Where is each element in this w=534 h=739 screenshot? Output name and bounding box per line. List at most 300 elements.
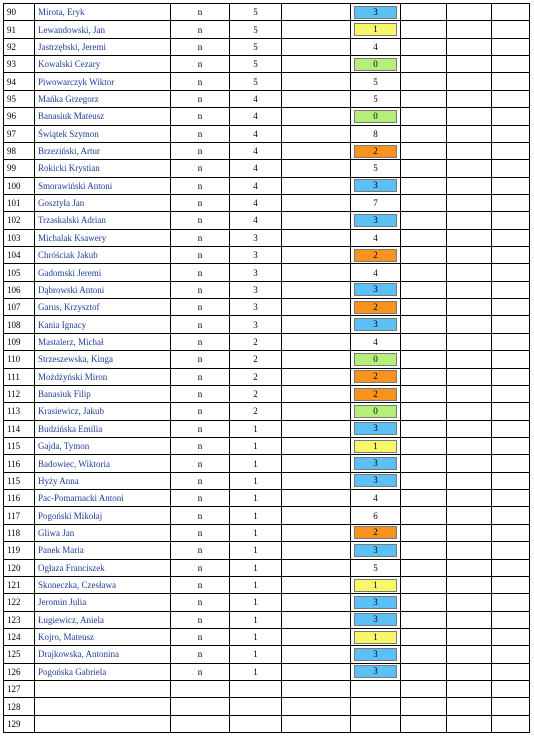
score-cell[interactable] <box>351 576 401 593</box>
score-cell[interactable] <box>351 316 401 333</box>
empty-cell[interactable] <box>282 385 351 402</box>
empty-cell[interactable] <box>401 368 447 385</box>
empty-cell[interactable] <box>447 576 492 593</box>
empty-cell[interactable] <box>282 368 351 385</box>
level-cell[interactable]: 5 <box>230 73 282 90</box>
empty-cell[interactable] <box>492 437 530 454</box>
empty-cell[interactable] <box>447 212 492 229</box>
student-name-cell[interactable]: Garus, Krzysztof <box>35 299 171 316</box>
level-cell[interactable]: 1 <box>230 507 282 524</box>
row-number-cell[interactable]: 106 <box>4 281 35 298</box>
empty-cell[interactable] <box>282 56 351 73</box>
empty-cell[interactable] <box>492 663 530 680</box>
empty-cell[interactable] <box>401 420 447 437</box>
flag-cell[interactable]: n <box>171 490 230 507</box>
row-number-cell[interactable]: 123 <box>4 611 35 628</box>
student-name-cell[interactable]: Budzińska Emilia <box>35 420 171 437</box>
empty-cell[interactable] <box>401 594 447 611</box>
empty-cell[interactable] <box>447 264 492 281</box>
empty-cell[interactable] <box>282 90 351 107</box>
empty-cell[interactable] <box>447 663 492 680</box>
level-cell[interactable]: 5 <box>230 56 282 73</box>
empty-cell[interactable] <box>401 385 447 402</box>
flag-cell[interactable]: n <box>171 247 230 264</box>
empty-cell[interactable] <box>492 472 530 489</box>
flag-cell[interactable]: n <box>171 108 230 125</box>
empty-cell[interactable] <box>447 542 492 559</box>
empty-cell[interactable] <box>401 559 447 576</box>
empty-cell[interactable] <box>282 333 351 350</box>
empty-cell[interactable] <box>282 437 351 454</box>
level-cell[interactable]: 4 <box>230 212 282 229</box>
empty-cell[interactable] <box>447 455 492 472</box>
row-number-cell[interactable]: 120 <box>4 559 35 576</box>
empty-cell[interactable] <box>282 177 351 194</box>
empty-cell[interactable] <box>492 628 530 645</box>
score-cell[interactable] <box>351 524 401 541</box>
empty-cell[interactable] <box>282 38 351 55</box>
empty-cell[interactable] <box>401 437 447 454</box>
empty-cell[interactable] <box>492 681 530 698</box>
level-cell[interactable]: 4 <box>230 108 282 125</box>
empty-cell[interactable] <box>492 385 530 402</box>
row-number-cell[interactable]: 108 <box>4 316 35 333</box>
row-number-cell[interactable]: 127 <box>4 681 35 698</box>
score-cell[interactable] <box>351 646 401 663</box>
empty-cell[interactable] <box>282 698 351 715</box>
score-cell[interactable] <box>351 56 401 73</box>
student-name-cell[interactable]: Gosztyła Jan <box>35 194 171 211</box>
empty-cell[interactable] <box>401 38 447 55</box>
empty-cell[interactable] <box>401 455 447 472</box>
student-name-cell[interactable]: Rokicki Krystian <box>35 160 171 177</box>
row-number-cell[interactable]: 126 <box>4 663 35 680</box>
row-number-cell[interactable]: 124 <box>4 628 35 645</box>
level-cell[interactable]: 3 <box>230 264 282 281</box>
flag-cell[interactable]: n <box>171 507 230 524</box>
student-name-cell[interactable]: Jeromin Julia <box>35 594 171 611</box>
empty-cell[interactable] <box>492 420 530 437</box>
score-cell[interactable] <box>351 142 401 159</box>
student-name-cell[interactable]: Hyży Anna <box>35 472 171 489</box>
empty-cell[interactable] <box>401 490 447 507</box>
score-cell[interactable] <box>351 628 401 645</box>
empty-cell[interactable] <box>447 368 492 385</box>
score-cell[interactable] <box>351 663 401 680</box>
empty-cell[interactable] <box>401 646 447 663</box>
empty-cell[interactable] <box>401 681 447 698</box>
score-cell[interactable] <box>351 681 401 698</box>
empty-cell[interactable] <box>447 351 492 368</box>
row-number-cell[interactable]: 90 <box>4 4 35 21</box>
empty-cell[interactable] <box>282 715 351 732</box>
empty-cell[interactable] <box>282 611 351 628</box>
empty-cell[interactable] <box>447 715 492 732</box>
empty-cell[interactable] <box>492 299 530 316</box>
flag-cell[interactable]: n <box>171 177 230 194</box>
empty-cell[interactable] <box>447 681 492 698</box>
flag-cell[interactable]: n <box>171 333 230 350</box>
empty-cell[interactable] <box>282 281 351 298</box>
flag-cell[interactable]: n <box>171 437 230 454</box>
score-cell[interactable] <box>351 715 401 732</box>
flag-cell[interactable]: n <box>171 299 230 316</box>
flag-cell[interactable]: n <box>171 281 230 298</box>
student-name-cell[interactable]: Strzeszewska, Kinga <box>35 351 171 368</box>
empty-cell[interactable] <box>447 698 492 715</box>
score-cell[interactable] <box>351 490 401 507</box>
empty-cell[interactable] <box>401 281 447 298</box>
flag-cell[interactable]: n <box>171 125 230 142</box>
flag-cell[interactable]: n <box>171 351 230 368</box>
row-number-cell[interactable]: 95 <box>4 90 35 107</box>
empty-cell[interactable] <box>401 212 447 229</box>
level-cell[interactable]: 3 <box>230 229 282 246</box>
flag-cell[interactable]: n <box>171 611 230 628</box>
empty-cell[interactable] <box>447 611 492 628</box>
empty-cell[interactable] <box>447 108 492 125</box>
score-cell[interactable] <box>351 264 401 281</box>
empty-cell[interactable] <box>447 142 492 159</box>
student-name-cell[interactable]: Trzaskalski Adrian <box>35 212 171 229</box>
student-name-cell[interactable]: Michalak Ksawery <box>35 229 171 246</box>
flag-cell[interactable]: n <box>171 56 230 73</box>
flag-cell[interactable]: n <box>171 316 230 333</box>
row-number-cell[interactable]: 103 <box>4 229 35 246</box>
empty-cell[interactable] <box>492 142 530 159</box>
empty-cell[interactable] <box>401 698 447 715</box>
score-cell[interactable] <box>351 4 401 21</box>
score-cell[interactable] <box>351 472 401 489</box>
row-number-cell[interactable]: 118 <box>4 524 35 541</box>
level-cell[interactable] <box>230 698 282 715</box>
empty-cell[interactable] <box>447 38 492 55</box>
empty-cell[interactable] <box>492 698 530 715</box>
score-cell[interactable] <box>351 247 401 264</box>
empty-cell[interactable] <box>447 646 492 663</box>
empty-cell[interactable] <box>447 229 492 246</box>
level-cell[interactable]: 4 <box>230 177 282 194</box>
empty-cell[interactable] <box>492 646 530 663</box>
empty-cell[interactable] <box>447 194 492 211</box>
level-cell[interactable]: 1 <box>230 576 282 593</box>
empty-cell[interactable] <box>401 73 447 90</box>
row-number-cell[interactable]: 98 <box>4 142 35 159</box>
empty-cell[interactable] <box>282 594 351 611</box>
row-number-cell[interactable]: 115 <box>4 437 35 454</box>
student-name-cell[interactable]: Kania Ignacy <box>35 316 171 333</box>
empty-cell[interactable] <box>401 333 447 350</box>
empty-cell[interactable] <box>401 160 447 177</box>
empty-cell[interactable] <box>447 281 492 298</box>
empty-cell[interactable] <box>447 420 492 437</box>
empty-cell[interactable] <box>282 472 351 489</box>
row-number-cell[interactable]: 116 <box>4 490 35 507</box>
score-cell[interactable] <box>351 194 401 211</box>
empty-cell[interactable] <box>282 264 351 281</box>
score-cell[interactable] <box>351 594 401 611</box>
flag-cell[interactable]: n <box>171 21 230 38</box>
level-cell[interactable]: 1 <box>230 524 282 541</box>
student-name-cell[interactable]: Pac-Pomarnacki Antoni <box>35 490 171 507</box>
score-cell[interactable] <box>351 698 401 715</box>
empty-cell[interactable] <box>282 628 351 645</box>
empty-cell[interactable] <box>447 507 492 524</box>
empty-cell[interactable] <box>447 490 492 507</box>
level-cell[interactable]: 3 <box>230 316 282 333</box>
empty-cell[interactable] <box>492 194 530 211</box>
row-number-cell[interactable]: 117 <box>4 507 35 524</box>
empty-cell[interactable] <box>282 490 351 507</box>
empty-cell[interactable] <box>492 507 530 524</box>
empty-cell[interactable] <box>282 681 351 698</box>
level-cell[interactable]: 1 <box>230 420 282 437</box>
empty-cell[interactable] <box>447 437 492 454</box>
empty-cell[interactable] <box>447 524 492 541</box>
level-cell[interactable]: 1 <box>230 628 282 645</box>
score-cell[interactable] <box>351 368 401 385</box>
score-cell[interactable] <box>351 281 401 298</box>
student-name-cell[interactable]: Dąbrowski Antoni <box>35 281 171 298</box>
empty-cell[interactable] <box>447 333 492 350</box>
row-number-cell[interactable]: 112 <box>4 385 35 402</box>
flag-cell[interactable]: n <box>171 90 230 107</box>
flag-cell[interactable]: n <box>171 628 230 645</box>
score-cell[interactable] <box>351 90 401 107</box>
empty-cell[interactable] <box>447 56 492 73</box>
empty-cell[interactable] <box>282 455 351 472</box>
level-cell[interactable]: 1 <box>230 455 282 472</box>
student-name-cell[interactable]: Świątek Szymon <box>35 125 171 142</box>
empty-cell[interactable] <box>447 177 492 194</box>
empty-cell[interactable] <box>401 108 447 125</box>
student-name-cell[interactable]: Możdżyński Miron <box>35 368 171 385</box>
score-cell[interactable] <box>351 299 401 316</box>
score-cell[interactable] <box>351 403 401 420</box>
score-cell[interactable] <box>351 385 401 402</box>
score-cell[interactable] <box>351 212 401 229</box>
empty-cell[interactable] <box>401 264 447 281</box>
student-name-cell[interactable]: Lewandowski, Jan <box>35 21 171 38</box>
score-cell[interactable] <box>351 125 401 142</box>
student-name-cell[interactable]: Kowalski Cezary <box>35 56 171 73</box>
row-number-cell[interactable]: 102 <box>4 212 35 229</box>
score-cell[interactable] <box>351 21 401 38</box>
flag-cell[interactable]: n <box>171 542 230 559</box>
empty-cell[interactable] <box>447 403 492 420</box>
row-number-cell[interactable]: 96 <box>4 108 35 125</box>
empty-cell[interactable] <box>492 333 530 350</box>
empty-cell[interactable] <box>282 663 351 680</box>
score-cell[interactable] <box>351 455 401 472</box>
empty-cell[interactable] <box>282 316 351 333</box>
row-number-cell[interactable]: 116 <box>4 455 35 472</box>
empty-cell[interactable] <box>282 299 351 316</box>
level-cell[interactable]: 1 <box>230 472 282 489</box>
flag-cell[interactable]: n <box>171 455 230 472</box>
student-name-cell[interactable]: Piwowarczyk Wiktor <box>35 73 171 90</box>
empty-cell[interactable] <box>492 611 530 628</box>
empty-cell[interactable] <box>401 21 447 38</box>
empty-cell[interactable] <box>401 229 447 246</box>
empty-cell[interactable] <box>401 4 447 21</box>
flag-cell[interactable] <box>171 698 230 715</box>
student-name-cell[interactable]: Gadomski Jeremi <box>35 264 171 281</box>
flag-cell[interactable]: n <box>171 38 230 55</box>
level-cell[interactable]: 1 <box>230 437 282 454</box>
student-name-cell[interactable]: Pogońska Gabriela <box>35 663 171 680</box>
score-cell[interactable] <box>351 73 401 90</box>
row-number-cell[interactable]: 113 <box>4 403 35 420</box>
row-number-cell[interactable]: 115 <box>4 472 35 489</box>
level-cell[interactable]: 4 <box>230 90 282 107</box>
level-cell[interactable]: 2 <box>230 333 282 350</box>
empty-cell[interactable] <box>282 646 351 663</box>
flag-cell[interactable]: n <box>171 403 230 420</box>
row-number-cell[interactable]: 94 <box>4 73 35 90</box>
student-name-cell[interactable]: Chróściak Jakub <box>35 247 171 264</box>
level-cell[interactable]: 3 <box>230 299 282 316</box>
row-number-cell[interactable]: 100 <box>4 177 35 194</box>
empty-cell[interactable] <box>492 73 530 90</box>
empty-cell[interactable] <box>401 125 447 142</box>
empty-cell[interactable] <box>492 281 530 298</box>
empty-cell[interactable] <box>401 351 447 368</box>
empty-cell[interactable] <box>492 108 530 125</box>
empty-cell[interactable] <box>492 594 530 611</box>
flag-cell[interactable] <box>171 715 230 732</box>
score-cell[interactable] <box>351 542 401 559</box>
score-cell[interactable] <box>351 437 401 454</box>
empty-cell[interactable] <box>492 56 530 73</box>
empty-cell[interactable] <box>282 160 351 177</box>
empty-cell[interactable] <box>447 247 492 264</box>
level-cell[interactable]: 4 <box>230 125 282 142</box>
student-name-cell[interactable]: Badowiec, Wiktoria <box>35 455 171 472</box>
score-cell[interactable] <box>351 38 401 55</box>
empty-cell[interactable] <box>492 264 530 281</box>
empty-cell[interactable] <box>447 73 492 90</box>
level-cell[interactable]: 1 <box>230 663 282 680</box>
empty-cell[interactable] <box>492 316 530 333</box>
empty-cell[interactable] <box>401 403 447 420</box>
level-cell[interactable] <box>230 715 282 732</box>
empty-cell[interactable] <box>447 385 492 402</box>
level-cell[interactable]: 2 <box>230 403 282 420</box>
empty-cell[interactable] <box>492 247 530 264</box>
level-cell[interactable]: 1 <box>230 646 282 663</box>
level-cell[interactable]: 5 <box>230 38 282 55</box>
empty-cell[interactable] <box>282 524 351 541</box>
flag-cell[interactable]: n <box>171 559 230 576</box>
empty-cell[interactable] <box>492 212 530 229</box>
flag-cell[interactable]: n <box>171 420 230 437</box>
empty-cell[interactable] <box>401 316 447 333</box>
empty-cell[interactable] <box>401 194 447 211</box>
level-cell[interactable]: 1 <box>230 542 282 559</box>
student-name-cell[interactable]: Mańka Grzegorz <box>35 90 171 107</box>
flag-cell[interactable]: n <box>171 142 230 159</box>
flag-cell[interactable]: n <box>171 368 230 385</box>
empty-cell[interactable] <box>492 715 530 732</box>
empty-cell[interactable] <box>401 524 447 541</box>
empty-cell[interactable] <box>282 4 351 21</box>
empty-cell[interactable] <box>447 125 492 142</box>
empty-cell[interactable] <box>401 611 447 628</box>
flag-cell[interactable]: n <box>171 663 230 680</box>
empty-cell[interactable] <box>282 108 351 125</box>
row-number-cell[interactable]: 99 <box>4 160 35 177</box>
row-number-cell[interactable]: 101 <box>4 194 35 211</box>
empty-cell[interactable] <box>492 455 530 472</box>
student-name-cell[interactable]: Ogłaza Franciszek <box>35 559 171 576</box>
empty-cell[interactable] <box>282 420 351 437</box>
flag-cell[interactable]: n <box>171 472 230 489</box>
empty-cell[interactable] <box>492 403 530 420</box>
flag-cell[interactable]: n <box>171 385 230 402</box>
empty-cell[interactable] <box>447 594 492 611</box>
row-number-cell[interactable]: 129 <box>4 715 35 732</box>
level-cell[interactable] <box>230 681 282 698</box>
row-number-cell[interactable]: 125 <box>4 646 35 663</box>
empty-cell[interactable] <box>401 663 447 680</box>
flag-cell[interactable] <box>171 681 230 698</box>
score-cell[interactable] <box>351 611 401 628</box>
empty-cell[interactable] <box>282 194 351 211</box>
row-number-cell[interactable]: 128 <box>4 698 35 715</box>
flag-cell[interactable]: n <box>171 160 230 177</box>
empty-cell[interactable] <box>447 4 492 21</box>
level-cell[interactable]: 4 <box>230 160 282 177</box>
flag-cell[interactable]: n <box>171 229 230 246</box>
row-number-cell[interactable]: 111 <box>4 368 35 385</box>
empty-cell[interactable] <box>282 247 351 264</box>
flag-cell[interactable]: n <box>171 212 230 229</box>
empty-cell[interactable] <box>492 90 530 107</box>
empty-cell[interactable] <box>447 299 492 316</box>
student-name-cell[interactable]: Ługiewicz, Aniela <box>35 611 171 628</box>
empty-cell[interactable] <box>282 507 351 524</box>
flag-cell[interactable]: n <box>171 4 230 21</box>
empty-cell[interactable] <box>282 212 351 229</box>
empty-cell[interactable] <box>447 472 492 489</box>
empty-cell[interactable] <box>282 542 351 559</box>
flag-cell[interactable]: n <box>171 264 230 281</box>
empty-cell[interactable] <box>492 351 530 368</box>
student-name-cell[interactable] <box>35 698 171 715</box>
empty-cell[interactable] <box>447 90 492 107</box>
row-number-cell[interactable]: 122 <box>4 594 35 611</box>
empty-cell[interactable] <box>492 38 530 55</box>
score-cell[interactable] <box>351 333 401 350</box>
empty-cell[interactable] <box>401 576 447 593</box>
student-name-cell[interactable] <box>35 715 171 732</box>
row-number-cell[interactable]: 92 <box>4 38 35 55</box>
empty-cell[interactable] <box>492 229 530 246</box>
row-number-cell[interactable]: 107 <box>4 299 35 316</box>
flag-cell[interactable]: n <box>171 524 230 541</box>
student-name-cell[interactable]: Gliwa Jan <box>35 524 171 541</box>
empty-cell[interactable] <box>401 90 447 107</box>
empty-cell[interactable] <box>401 247 447 264</box>
empty-cell[interactable] <box>447 316 492 333</box>
level-cell[interactable]: 1 <box>230 611 282 628</box>
score-cell[interactable] <box>351 507 401 524</box>
row-number-cell[interactable]: 91 <box>4 21 35 38</box>
empty-cell[interactable] <box>492 160 530 177</box>
score-cell[interactable] <box>351 351 401 368</box>
empty-cell[interactable] <box>447 160 492 177</box>
